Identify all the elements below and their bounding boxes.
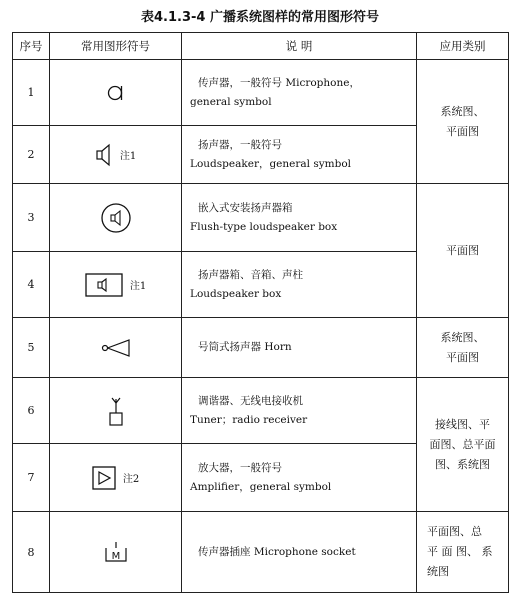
row-desc-en: general symbol (190, 95, 272, 108)
app-text: 平面图、总 (427, 525, 482, 538)
app-text: 平面图 (446, 350, 479, 364)
app-text: 系统图、 (440, 104, 485, 118)
table-row (13, 378, 509, 444)
app-text: 统图 (427, 565, 449, 578)
row-desc-en: Loudspeaker，general symbol (190, 157, 352, 170)
microphone-socket-icon (104, 542, 128, 561)
row-num: 4 (13, 252, 50, 318)
row-desc-zh: 调谐器、无线电接收机 (198, 394, 303, 407)
row-desc-zh: 号筒式扬声器 Horn (198, 341, 292, 353)
table-row (13, 184, 509, 252)
amplifier-icon (92, 467, 121, 486)
loudspeaker-box-icon (85, 274, 128, 293)
microphone-icon (106, 82, 126, 101)
svg-text:M: M (111, 551, 120, 562)
row-desc-en: Tuner；radio receiver (190, 413, 308, 426)
app-text: 平 面 图、 系 (427, 545, 493, 558)
row-desc-zh: 放大器，一般符号 (198, 461, 282, 474)
app-text: 平面图 (446, 243, 479, 257)
tuner-icon (107, 400, 125, 419)
app-text: 面图、总平面 (429, 437, 496, 451)
note-label: 注1 (129, 281, 147, 292)
table-title: 表4.1.3-4 广播系统图样的常用图形符号 (141, 10, 379, 25)
row-desc-zh: 扬声器箱、音箱、声柱 (198, 268, 303, 281)
table-row (13, 512, 509, 593)
row-num: 3 (13, 184, 50, 252)
row-desc-en: Flush-type loudspeaker box (190, 220, 338, 233)
row-num: 6 (13, 378, 50, 444)
table-row (13, 60, 509, 126)
row-desc-zh: 传声器，一般符号 Microphone， (198, 76, 360, 89)
header-row (13, 33, 509, 60)
horn-icon (101, 337, 131, 356)
row-desc-zh: 嵌入式安装扬声器箱 (198, 201, 293, 214)
header-symbol: 常用图形符号 (50, 33, 182, 60)
row-desc-zh: 扬声器，一般符号 (198, 138, 282, 151)
symbol-table (12, 32, 509, 593)
row-desc-zh: 传声器插座 Microphone socket (198, 545, 356, 558)
app-text: 平面图 (446, 124, 479, 138)
row-num: 1 (13, 60, 50, 126)
header-desc: 说 明 (182, 33, 417, 60)
note-label: 注1 (119, 151, 137, 162)
app-text: 接线图、平 (435, 417, 490, 431)
row-num: 8 (13, 512, 50, 593)
header-num: 序号 (13, 33, 50, 60)
header-app: 应用类别 (417, 33, 509, 60)
flush-loudspeaker-box-icon (100, 207, 132, 226)
note-label: 注2 (122, 474, 140, 485)
loudspeaker-icon (95, 144, 118, 163)
row-desc-en: Loudspeaker box (190, 287, 282, 300)
app-text: 系统图、 (440, 330, 485, 344)
app-text: 图、系统图 (435, 457, 490, 471)
row-desc-en: Amplifier，general symbol (190, 480, 332, 493)
row-num: 5 (13, 318, 50, 378)
table-row (13, 318, 509, 378)
row-num: 2 (13, 126, 50, 184)
row-num: 7 (13, 444, 50, 512)
